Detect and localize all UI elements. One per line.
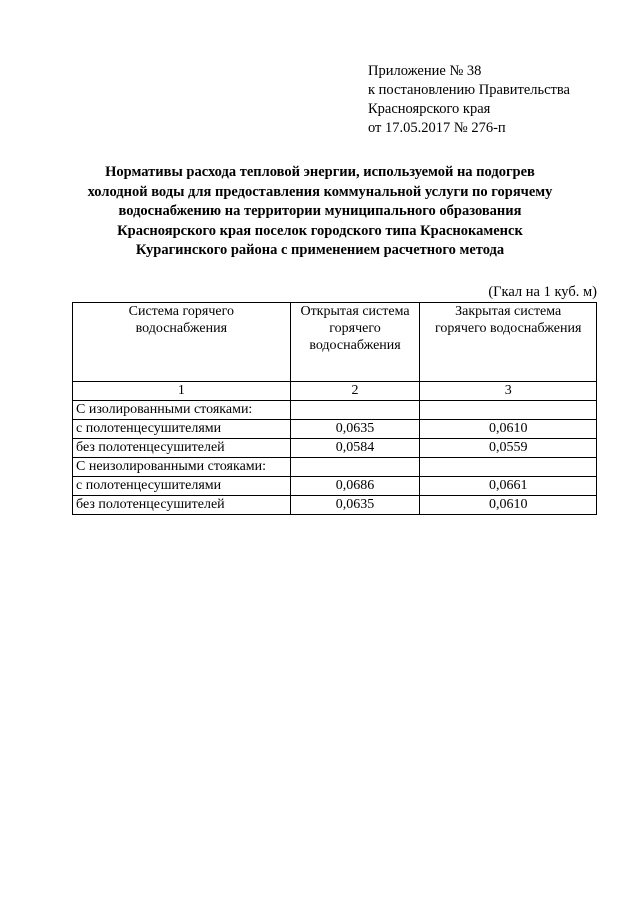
appendix-number: Приложение № 38 [368,63,482,79]
open-system-value: 0,0635 [290,496,420,515]
column-number: 1 [73,382,291,401]
closed-system-value: 0,0610 [420,496,597,515]
header-text-line: Открытая система [300,304,410,319]
unit-of-measure: (Гкал на 1 куб. м) [488,284,597,300]
table-row [73,496,597,515]
open-system-value: 0,0584 [290,439,420,458]
closed-system-value: 0,0610 [420,420,597,439]
row-label: с полотенцесушителями [73,420,291,439]
appendix-date-number: от 17.05.2017 № 276-п [368,120,506,136]
closed-system-value [420,458,597,477]
header-text-line: водоснабжения [309,338,401,353]
row-label: без полотенцесушителей [73,439,291,458]
table-row [73,420,597,439]
table-header-row [73,303,597,382]
title-line: Нормативы расхода тепловой энергии, используемой на подогрев [105,164,535,180]
appendix-reference [368,62,570,138]
row-label: с полотенцесушителями [73,477,291,496]
closed-system-value: 0,0661 [420,477,597,496]
appendix-region: Красноярского края [368,101,491,117]
table-row [73,439,597,458]
table-row [73,458,597,477]
header-text-line: горячего водоснабжения [435,321,582,336]
row-label: С неизолированными стояками: [73,458,291,477]
title-line: водоснабжению на территории муниципального образования [118,203,522,219]
open-system-value [290,458,420,477]
table-row [73,477,597,496]
open-system-value [290,401,420,420]
document-title [60,163,580,261]
header-text-line: горячего [329,321,381,336]
closed-system-value [420,401,597,420]
column-number: 3 [420,382,597,401]
title-line: холодной воды для предоставления коммунальной услуги по горячему [87,183,553,200]
row-label: без полотенцесушителей [73,496,291,515]
header-text-line: Закрытая система [455,304,562,319]
column-number-row [73,382,597,401]
header-open-system [290,303,420,382]
open-system-value: 0,0686 [290,477,420,496]
header-text-line: Система горячего [128,304,234,319]
title-line: Красноярского края поселок городского типа Краснокаменск [117,222,523,239]
row-label: С изолированными стояками: [73,401,291,420]
title-line: Курагинского района с применением расчетного метода [135,242,505,258]
header-closed-system [420,303,597,382]
open-system-value: 0,0635 [290,420,420,439]
header-text-line: водоснабжения [135,321,228,336]
appendix-resolution-ref: к постановлению Правительства [368,82,570,98]
header-system-type [73,303,291,382]
table-row [73,401,597,420]
closed-system-value: 0,0559 [420,439,597,458]
column-number: 2 [290,382,420,401]
norms-table [72,302,597,515]
